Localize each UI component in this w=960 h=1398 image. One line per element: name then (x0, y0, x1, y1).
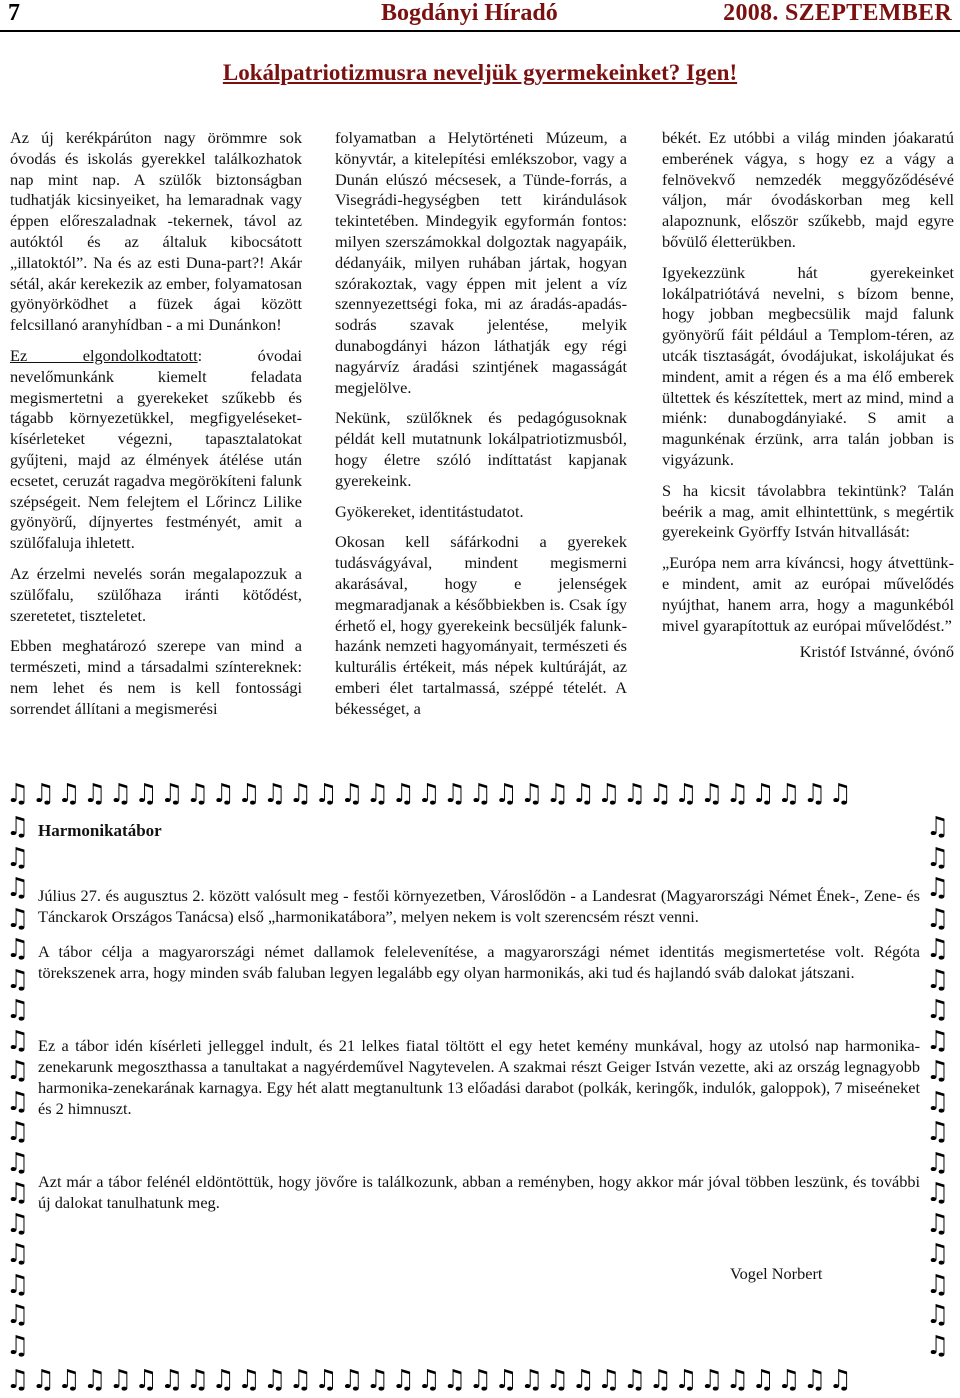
paragraph: Ebben meghatározó szerepe van mind a természeti, mind a társadalmi színtereknek: nem lehet és nem is kell fontossági sorrendet állítani a megismerési (10, 636, 302, 718)
newspaper-name: Bogdányi Híradó (381, 0, 558, 26)
paragraph-text: : óvodai nevelőmunkánk kiemelt feladata megismertetni a gyerekeket szűkebb és tágabb környezetükkel, megfigyeléseket-kísérleteket végezni, tapasztalatokat gyűjteni, majd az élmények átélése után ecsetet, ceruzát ragadva megörökíteni falunk szépségeit. Nem felejtem el Lőrincz Lilike gyönyörű, díjnyertes festményét, amit a szülőfaluja ihletett. (10, 345, 302, 553)
paragraph: Ez a tábor idén kísérleti jelleggel indult, és 21 lelkes fiatal töltött el egy hetet kemény munkával, hogy az utolsó nap harmonika-zenekarunk megoszthassa a tanultakat a nagyérdeművel Nagytevelen. A szakmai részt Geiger István vezette, aki az ország legnagyobb harmonika-zenekarának karnagya. Egy hét alatt megtanultunk 13 előadási darabot (polkák, keringők, indulók, galoppok), 7 miseéneket és 2 himnuszt. (38, 1036, 920, 1118)
article-column-1 (10, 128, 302, 730)
paragraph: Július 27. és augusztus 2. között valósult meg - festői környezetben, Városlődön - a Landesrat (Magyarországi Német Ének-, Zene- és Tánckarok Országos Tanácsa) első „harmonikatábora”, melyen nekem is volt szerencsém részt venni. (38, 886, 920, 926)
paragraph: A tábor célja a magyarországi német dallamok felelevenítése, a magyarországi német identitás megismertetése volt. Régóta törekszenek arra, hogy minden sváb faluban legyen legalább egy olyan harmonikás, aki tud és hajlandó sváb dalokat játszani. (38, 942, 920, 982)
music-note-icon: ♫ ♫ ♫ ♫ ♫ ♫ ♫ ♫ ♫ ♫ ♫ ♫ ♫ ♫ ♫ ♫ ♫ ♫ (926, 812, 950, 1361)
music-note-icon: ♫♫♫♫♫♫♫♫♫♫♫♫♫♫♫♫♫♫♫♫♫♫♫♫♫♫♫♫♫♫♫♫♫ (6, 1367, 855, 1393)
paragraph: Az új kerékpárúton nagy örömmre sok óvodás és iskolás gyerekkel találkozhatok nap mint nap. A szülők biztonságban tudhatják kicsinyeiket, ha lemaradnak vagy éppen előreszaladnak -tekernek, távol az autóktól és az általuk kibocsátott „illatoktól”. Na és az esti Duna-part?! Akár sétál, akár kerekezik az ember, folyamatosan gyönyörködhet a füzek ágai között felcsillanó aranyhídban - a mi Dunánkon! (10, 128, 302, 335)
paragraph: Igyekezzünk hát gyerekeinket lokálpatriótává nevelni, s bízom benne, hogy jobban megbecsülik majd falunk gyönyörű fáit például a Templom-téren, az utcák tisztaságát, óvodájukat, iskolájukat és mindent, amit a régen és a ma élő emberek ültettek és készítettek, mert az mind, mind a miénk: dunabogdányiaké. S amit a magunkénak érzünk, arra talán jobban is vigyázunk. (662, 262, 954, 469)
paragraph: Gyökereket, identitástudatot. (335, 501, 524, 521)
page-number: 7 (8, 0, 20, 26)
paragraph: folyamatban a Helytörténeti Múzeum, a könyvtár, a kitelepítési emlékszobor, vagy a Dunán elúszó mécsesek, a Tünde-forrás, a Visegrádi-hegységben tett kirándulások tekintetében. Mindegyik egyformán fontos: milyen szerszámokkal dolgoztak nagyapáik, dédanyáik, milyen ruhában jártak, hogyan szórakoztak, vagy éppen mit jelent a víz szennyezettségi foka, mi az áradás-apadás-sodrás szavak jelentése, melyik dunabogdányi házon láthatják egy régi nagyárvíz áradási szintjének magasságát megjelölve. (335, 128, 627, 397)
harmonica-camp-box (38, 820, 920, 1284)
paragraph: Nekünk, szülőknek és pedagógusoknak példát kell mutatnunk lokálpatriotizmusból, hogy életre szóló indíttatást kapjanak gyerekeink. (335, 408, 627, 490)
article-column-3 (662, 128, 954, 673)
article-column-2 (335, 128, 627, 730)
issue-date: 2008. SZEPTEMBER (723, 0, 952, 26)
paragraph: S ha kicsit távolabbra tekintünk? Talán beérik a mag, amit elhintettünk, s megértik gyerekeink Györffy István hitvallását: (662, 480, 954, 542)
paragraph: Az érzelmi nevelés során megalapozzuk a szülőfalu, szülőhaza iránti kötődést, szeretetet, tiszteletet. (10, 563, 302, 625)
header-rule (0, 30, 960, 32)
author-signature: Vogel Norbert (730, 1264, 823, 1283)
paragraph: Azt már a tábor felénél eldöntöttük, hogy jövőre is találkozunk, abban a reményben, hogy akkor már jóval többen leszünk, és további új dalokat tanulhatunk meg. (38, 1172, 920, 1212)
paragraph: békét. Ez utóbbi a világ minden jóakaratú emberének vágya, s hogy ez a vágy a felnövekvő nemzedék meggyőződésévé váljon, már óvodáskorban meg kell alapoznunk, először szűkebb, majd egyre bővülő életterükben. (662, 128, 954, 251)
paragraph: Okosan kell sáfárkodni a gyerekek tudásvágyával, mindent megismerni akarásával, hogy e jelenségek megmaradjanak a későbbiekben is. Csak így érhető el, hogy gyerekeink becsüljék falunk-hazánk nemzeti hagyományait, természeti és kulturális értékeit, más népek kultúráját, az emberi élet tartalmassá, széppé tételét. A békességet, a (335, 532, 627, 718)
author-signature: Kristóf Istvánné, óvónő (799, 642, 954, 662)
paragraph (10, 346, 302, 554)
music-note-icon: ♫♫♫♫♫♫♫♫♫♫♫♫♫♫♫♫♫♫♫♫♫♫♫♫♫♫♫♫♫♫♫♫♫ (6, 781, 855, 807)
quotation: „Európa nem arra kíváncsi, hogy átvettünk-e mindent, amit az európai művelődés nyújthat, hanem arra, hogy a magunkéból mivel gyarapítottuk az európai művelődést.” (662, 553, 954, 635)
underlined-phrase: Ez elgondolkodtatott (10, 345, 198, 365)
box-title: Harmonikatábor (38, 821, 162, 840)
music-note-icon: ♫ ♫ ♫ ♫ ♫ ♫ ♫ ♫ ♫ ♫ ♫ ♫ ♫ ♫ ♫ ♫ ♫ ♫ (6, 812, 30, 1361)
article-title: Lokálpatriotizmusra neveljük gyermekeinket? Igen! (222, 60, 738, 85)
page-header (0, 0, 960, 30)
